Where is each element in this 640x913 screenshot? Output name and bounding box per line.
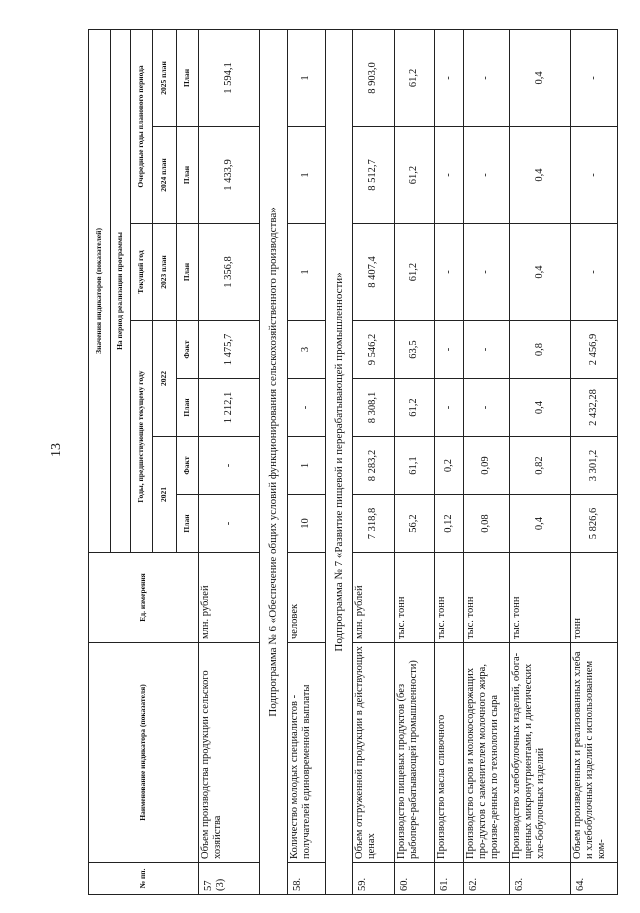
value-cell: 0,82 <box>510 437 571 495</box>
unit-cell: человек <box>288 553 326 643</box>
unit-cell: тыс. тонн <box>510 553 571 643</box>
header-years-before: Годы, предшествующие текущему году <box>131 321 153 553</box>
table-row <box>352 29 394 894</box>
header-implementation-period: На период реализации программы <box>111 29 131 552</box>
table-row <box>510 29 571 894</box>
value-cell: 1 594,1 <box>199 29 260 126</box>
value-cell: 8 283,2 <box>352 437 394 495</box>
indicator-name: Производство сыров и молокосодержащих про-дуктов с заменителем молочного жира, произве-денных по технологии сыра <box>463 643 509 863</box>
value-cell: - <box>463 379 509 437</box>
value-cell: 8 512,7 <box>352 127 394 224</box>
value-cell: - <box>570 127 617 224</box>
value-cell: 10 <box>288 495 326 553</box>
value-cell: 7 318,8 <box>352 495 394 553</box>
value-cell: 8 308,1 <box>352 379 394 437</box>
table-row <box>570 29 617 894</box>
value-cell: - <box>199 437 260 495</box>
value-cell: 1 356,8 <box>199 224 260 321</box>
header-year-2025: 2025 план <box>153 29 177 126</box>
indicator-name: Объем отгруженной продукции в действующих ценах <box>352 643 394 863</box>
table-row <box>463 29 509 894</box>
indicator-name: Объем произведенных и реализованных хлеба и хлебобулочных изделий с использованием ком- <box>570 643 617 863</box>
header-plan: План <box>177 29 199 126</box>
unit-cell: тыс. тонн <box>434 553 463 643</box>
value-cell: 1 <box>288 127 326 224</box>
value-cell: 63,5 <box>394 321 434 379</box>
indicators-table <box>88 29 618 895</box>
value-cell: 1 212,1 <box>199 379 260 437</box>
value-cell: - <box>434 127 463 224</box>
subprogram-7-title: Подпрограмма № 7 «Развитие пищевой и перерабатывающей промышленности» <box>325 29 352 894</box>
value-cell: 1 <box>288 224 326 321</box>
value-cell: 56,2 <box>394 495 434 553</box>
value-cell: 0,4 <box>510 495 571 553</box>
row-number: 63. <box>510 863 571 895</box>
header-year-2024: 2024 план <box>153 127 177 224</box>
indicator-name: Объем производства продукции сельского хозяйства <box>199 643 260 863</box>
row-number: 58. <box>288 863 326 895</box>
value-cell: 0,4 <box>510 29 571 126</box>
value-cell: 0,08 <box>463 495 509 553</box>
value-cell: 0,4 <box>510 127 571 224</box>
subprogram-row <box>259 29 287 894</box>
value-cell: 61,2 <box>394 379 434 437</box>
value-cell: 1 <box>288 29 326 126</box>
value-cell: - <box>463 127 509 224</box>
header-row-1 <box>89 29 111 894</box>
header-plan: План <box>177 379 199 437</box>
unit-cell: млн. рублей <box>352 553 394 643</box>
value-cell: 2 432,28 <box>570 379 617 437</box>
row-number: 62. <box>463 863 509 895</box>
value-cell: - <box>434 224 463 321</box>
header-fact: Факт <box>177 437 199 495</box>
page-number: 13 <box>49 443 64 457</box>
value-cell: - <box>463 321 509 379</box>
header-current-year: Текущий год <box>131 224 153 321</box>
unit-cell: тыс. тонн <box>463 553 509 643</box>
subprogram-row <box>325 29 352 894</box>
header-indicator: Наименование индикатора (показателя) <box>89 643 199 863</box>
value-cell: 3 <box>288 321 326 379</box>
value-cell: 0,8 <box>510 321 571 379</box>
unit-cell: млн. рублей <box>199 553 260 643</box>
value-cell: 61,2 <box>394 224 434 321</box>
value-cell: 3 301,2 <box>570 437 617 495</box>
header-no: № пп. <box>89 863 199 895</box>
value-cell: 61,1 <box>394 437 434 495</box>
header-year-2023: 2023 план <box>153 224 177 321</box>
value-cell: 1 <box>288 437 326 495</box>
value-cell: 0,09 <box>463 437 509 495</box>
header-plan: План <box>177 224 199 321</box>
value-cell: - <box>434 379 463 437</box>
header-plan: План <box>177 495 199 553</box>
indicator-name: Производство хлебобулочных изделий, обога-щенных микронутриентами, и диетических хле-бобулочных изделий <box>510 643 571 863</box>
value-cell: 61,2 <box>394 127 434 224</box>
value-cell: - <box>434 321 463 379</box>
table-row <box>199 29 260 894</box>
value-cell: - <box>570 29 617 126</box>
value-cell: 0,4 <box>510 224 571 321</box>
value-cell: 0,2 <box>434 437 463 495</box>
value-cell: 0,4 <box>510 379 571 437</box>
value-cell: - <box>199 495 260 553</box>
value-cell: - <box>288 379 326 437</box>
value-cell: 0,12 <box>434 495 463 553</box>
header-plan: План <box>177 127 199 224</box>
header-year-2021: 2021 <box>153 437 177 553</box>
value-cell: 2 456,9 <box>570 321 617 379</box>
value-cell: 8 903,0 <box>352 29 394 126</box>
value-cell: 5 826,6 <box>570 495 617 553</box>
subprogram-6-title: Подпрограмма № 6 «Обеспечение общих условий функционирования сельскохозяйственного производства» <box>259 29 287 894</box>
indicator-name: Производство пищевых продуктов (без рыбопере-рабатывающей промышленности) <box>394 643 434 863</box>
value-cell: - <box>463 224 509 321</box>
row-number: 60. <box>394 863 434 895</box>
value-cell: 9 546,2 <box>352 321 394 379</box>
row-number: 57 (3) <box>199 863 260 895</box>
indicator-name: Количество молодых специалистов - получателей единовременной выплаты <box>288 643 326 863</box>
header-unit: Ед. измерения <box>89 553 199 643</box>
value-cell: - <box>463 29 509 126</box>
header-fact: Факт <box>177 321 199 379</box>
header-year-2022: 2022 <box>153 321 177 437</box>
table-row <box>394 29 434 894</box>
value-cell: 1 475,7 <box>199 321 260 379</box>
value-cell: 1 433,9 <box>199 127 260 224</box>
value-cell: 61,2 <box>394 29 434 126</box>
table-row <box>434 29 463 894</box>
header-values: Значения индикаторов (показателей) <box>89 29 111 552</box>
header-next-years: Очередные годы планового периода <box>131 29 153 223</box>
indicator-name: Производство масла сливочного <box>434 643 463 863</box>
row-number: 59. <box>352 863 394 895</box>
rotated-table-wrapper <box>88 30 618 895</box>
table-row <box>288 29 326 894</box>
unit-cell: тонн <box>570 553 617 643</box>
unit-cell: тыс. тонн <box>394 553 434 643</box>
row-number: 61. <box>434 863 463 895</box>
row-number: 64. <box>570 863 617 895</box>
value-cell: - <box>434 29 463 126</box>
value-cell: - <box>570 224 617 321</box>
value-cell: 8 407,4 <box>352 224 394 321</box>
